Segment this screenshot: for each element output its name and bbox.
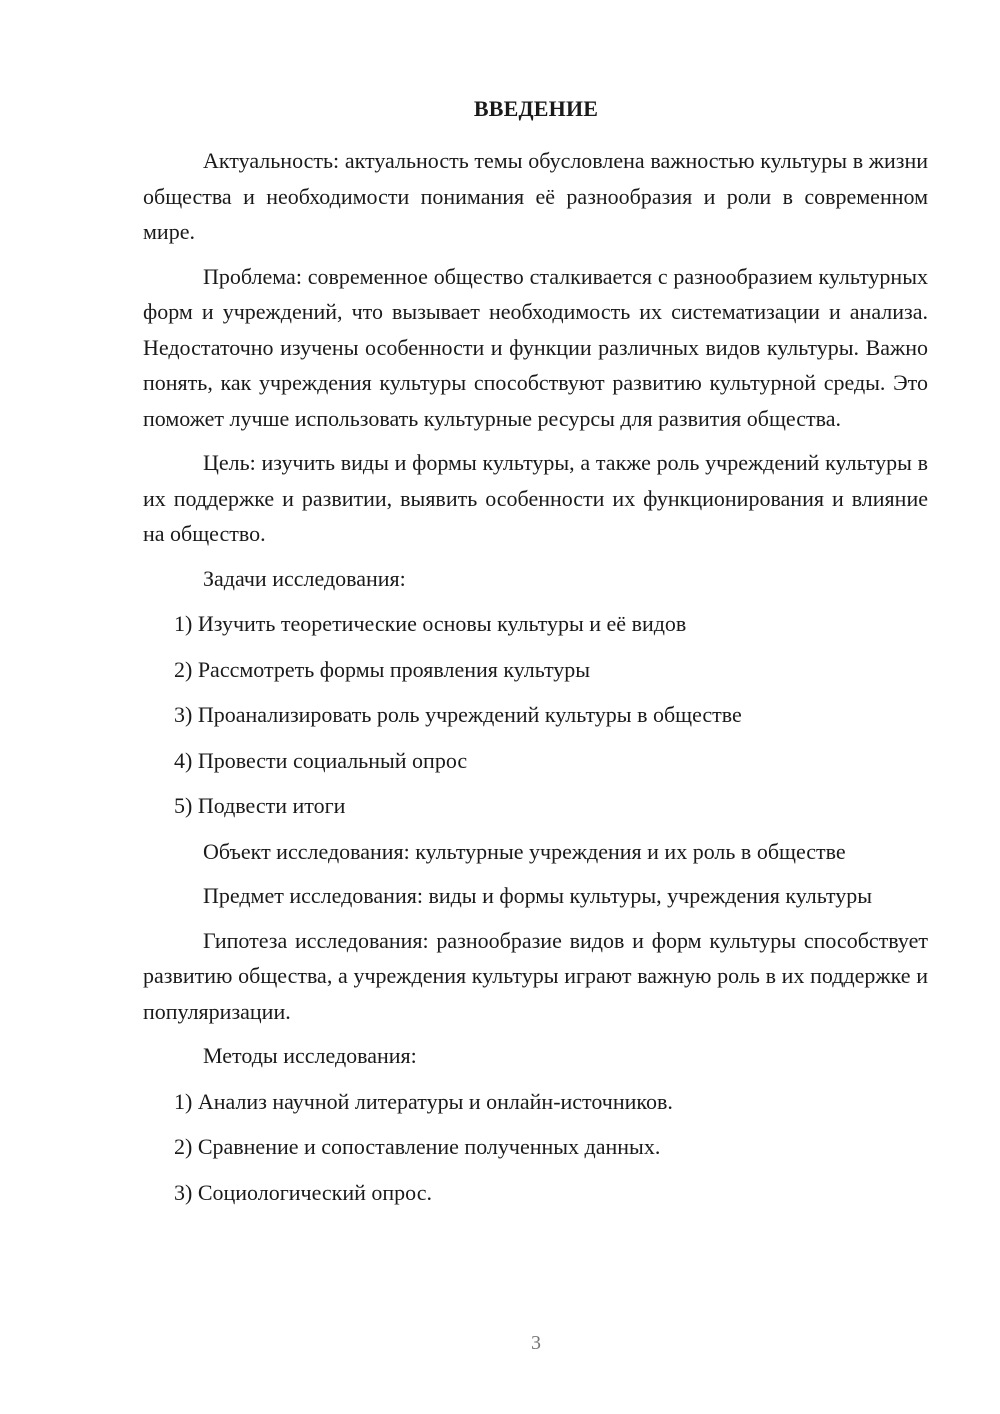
list-item: 4) Провести социальный опрос bbox=[174, 747, 468, 773]
goal-paragraph: Цель: изучить виды и формы культуры, а также роль учреждений культуры в их поддержке и развитии, выявить особенности их функционирования и влияние на общество. bbox=[143, 450, 928, 546]
list-item: 3) Проанализировать роль учреждений культуры в обществе bbox=[174, 702, 742, 727]
list-item: 5) Подвести итоги bbox=[174, 793, 346, 818]
tasks-label: Задачи исследования: bbox=[203, 565, 406, 591]
list-item: 1) Анализ научной литературы и онлайн-источников. bbox=[174, 1088, 673, 1114]
page-number: 3 bbox=[531, 1332, 541, 1354]
methods-list bbox=[143, 1084, 928, 1211]
list-item: 2) Сравнение и сопоставление полученных данных. bbox=[174, 1134, 661, 1159]
relevance-paragraph: Актуальность: актуальность темы обусловлена важностью культуры в жизни общества и необходимости понимания её разнообразия и роли в современном мире. bbox=[143, 148, 928, 244]
list-item: 1) Изучить теоретические основы культуры и её видов bbox=[174, 611, 687, 636]
hypothesis-paragraph: Гипотеза исследования: разнообразие видов и форм культуры способствует развитию общества, а учреждения культуры играют важную роль в их поддержке и популяризации. bbox=[143, 927, 928, 1024]
document-body bbox=[143, 143, 928, 1220]
list-item: 2) Рассмотреть формы проявления культуры bbox=[174, 656, 591, 682]
methods-label: Методы исследования: bbox=[203, 1043, 417, 1068]
page-title: ВВЕДЕНИЕ bbox=[473, 96, 599, 121]
list-item: 3) Социологический опрос. bbox=[174, 1179, 432, 1205]
subject-paragraph: Предмет исследования: виды и формы культуры, учреждения культуры bbox=[203, 883, 873, 908]
problem-paragraph: Проблема: современное общество сталкивается с разнообразием культурных форм и учреждений, что вызывает необходимость их систематизации и анализа. Недостаточно изучены особенности и функции различных видов культуры. Важно понять, как учреждения культуры способствуют развитию культурной среды. Это поможет лучше использовать культурные ресурсы для развития общества. bbox=[143, 263, 928, 431]
object-paragraph: Объект исследования: культурные учреждения и их роль в обществе bbox=[203, 838, 846, 864]
tasks-list bbox=[143, 606, 928, 824]
